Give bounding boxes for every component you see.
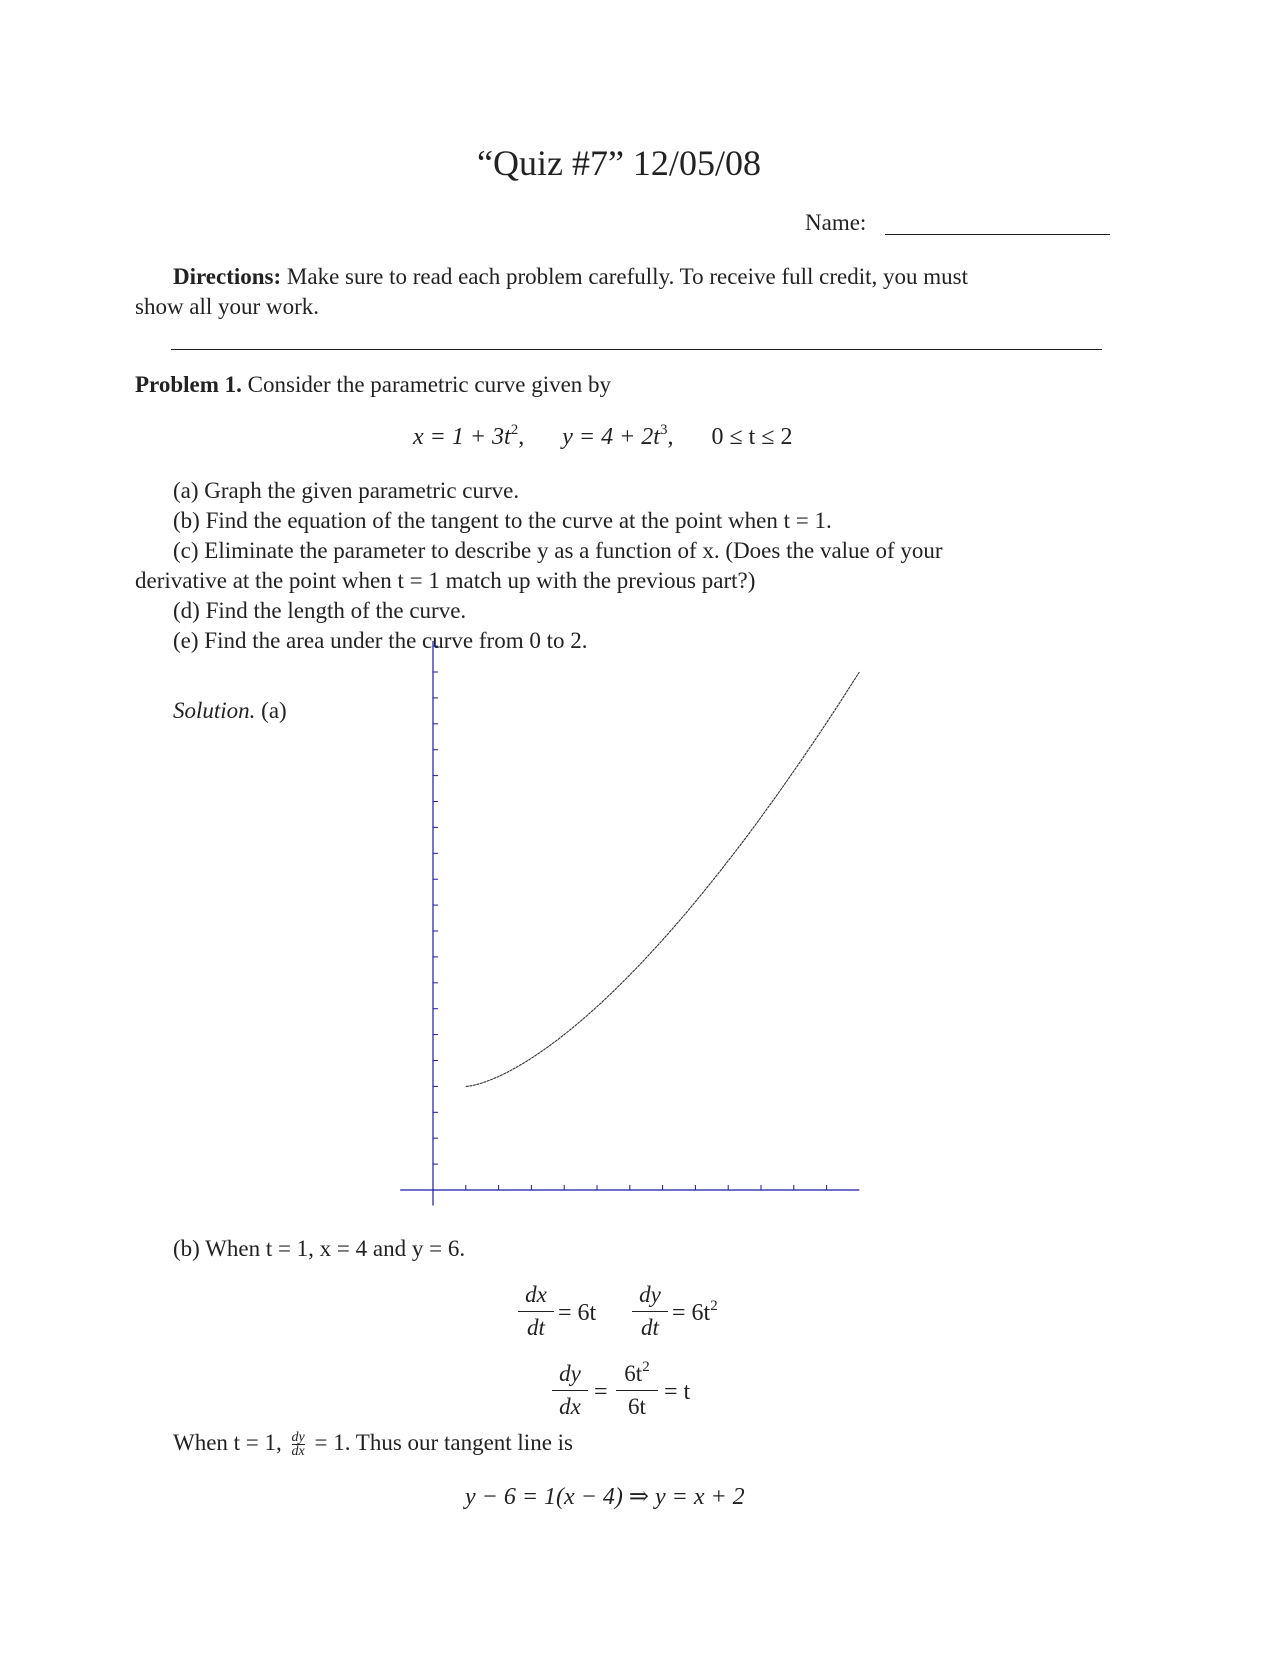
directions-line-2: show all your work. <box>135 294 319 319</box>
equation-x-exponent: 2 <box>510 422 519 438</box>
fraction-dx-dt-denominator: dt <box>527 1315 545 1340</box>
problem-intro: Consider the parametric curve given by <box>247 372 612 397</box>
tangent-slope-sentence <box>173 1430 573 1458</box>
tangent-slope-suffix: = 1. Thus our tangent line is <box>314 1430 573 1455</box>
dx-dt-value: = 6t <box>558 1300 597 1326</box>
dy-dt-value-text: = 6t <box>672 1300 711 1326</box>
fraction-dy-dx-numerator: dy <box>559 1361 581 1386</box>
equation-x: x = 1 + 3t <box>413 424 511 450</box>
fraction-dy-dx <box>552 1361 588 1420</box>
fraction-ratio-numerator-text: 6t <box>624 1361 643 1386</box>
curve-series-line <box>466 672 860 1086</box>
fraction-dx-dt-numerator: dx <box>525 1282 547 1307</box>
fraction-ratio-numerator <box>616 1361 658 1387</box>
problem-part-a: (a) Graph the given parametric curve. <box>173 478 520 503</box>
dy-dx-result: = t <box>664 1379 691 1405</box>
fraction-dx-dt <box>518 1282 554 1341</box>
tangent-line-equation: y − 6 = 1(x − 4) ⇒ y = x + 2 <box>465 1484 745 1510</box>
equation-y-exponent: 3 <box>659 422 668 438</box>
fraction-ratio-numerator-exponent: 2 <box>642 1359 650 1375</box>
directions-text: Make sure to read each problem carefully. To receive full credit, you must <box>286 264 969 289</box>
equation-y: y = 4 + 2t <box>562 424 660 450</box>
solution-part-a-label: (a) <box>261 698 287 723</box>
fraction-ratio-denominator: 6t <box>628 1394 646 1419</box>
fraction-dy-dt <box>632 1282 668 1341</box>
fraction-dy-dt-numerator: dy <box>639 1282 661 1307</box>
inline-dy: dy <box>291 1430 305 1446</box>
parametric-equations: $x = 1 + 3t^2$, $y = 4 + 2t^3$, 0 ≤ t ≤ 2 <box>413 422 793 450</box>
problem-part-d: (d) Find the length of the curve. <box>173 598 467 623</box>
tangent-slope-prefix: When t = 1, <box>173 1430 282 1455</box>
problem-part-c-line-2: derivative at the point when t = 1 match up with the previous part?) <box>135 568 756 593</box>
problem-part-b: (b) Find the equation of the tangent to the curve at the point when t = 1. <box>173 508 832 533</box>
dy-dt-value <box>672 1300 718 1327</box>
equals-sign: = <box>594 1379 608 1405</box>
dy-dt-value-exponent: 2 <box>710 1298 718 1314</box>
inline-dx: dx <box>291 1444 305 1460</box>
fraction-dy-dt-denominator: dt <box>641 1315 659 1340</box>
fraction-dy-dx-denominator: dx <box>559 1394 581 1419</box>
solution-part-b-intro: (b) When t = 1, x = 4 and y = 6. <box>173 1236 466 1261</box>
directions-label: Directions: <box>173 264 282 289</box>
problem-part-c-line-1: (c) Eliminate the parameter to describe y as a function of x. (Does the value of your <box>173 538 943 563</box>
quiz-title: “Quiz #7” 12/05/08 <box>477 143 761 183</box>
fraction-ratio <box>616 1361 658 1420</box>
name-label: Name: <box>805 210 867 235</box>
problem-label: Problem 1. <box>135 372 242 397</box>
solution-label: Solution. <box>173 698 256 723</box>
problem-part-e: (e) Find the area under the curve from 0 to 2. <box>173 628 588 653</box>
parameter-range: 0 ≤ t ≤ 2 <box>711 424 793 450</box>
